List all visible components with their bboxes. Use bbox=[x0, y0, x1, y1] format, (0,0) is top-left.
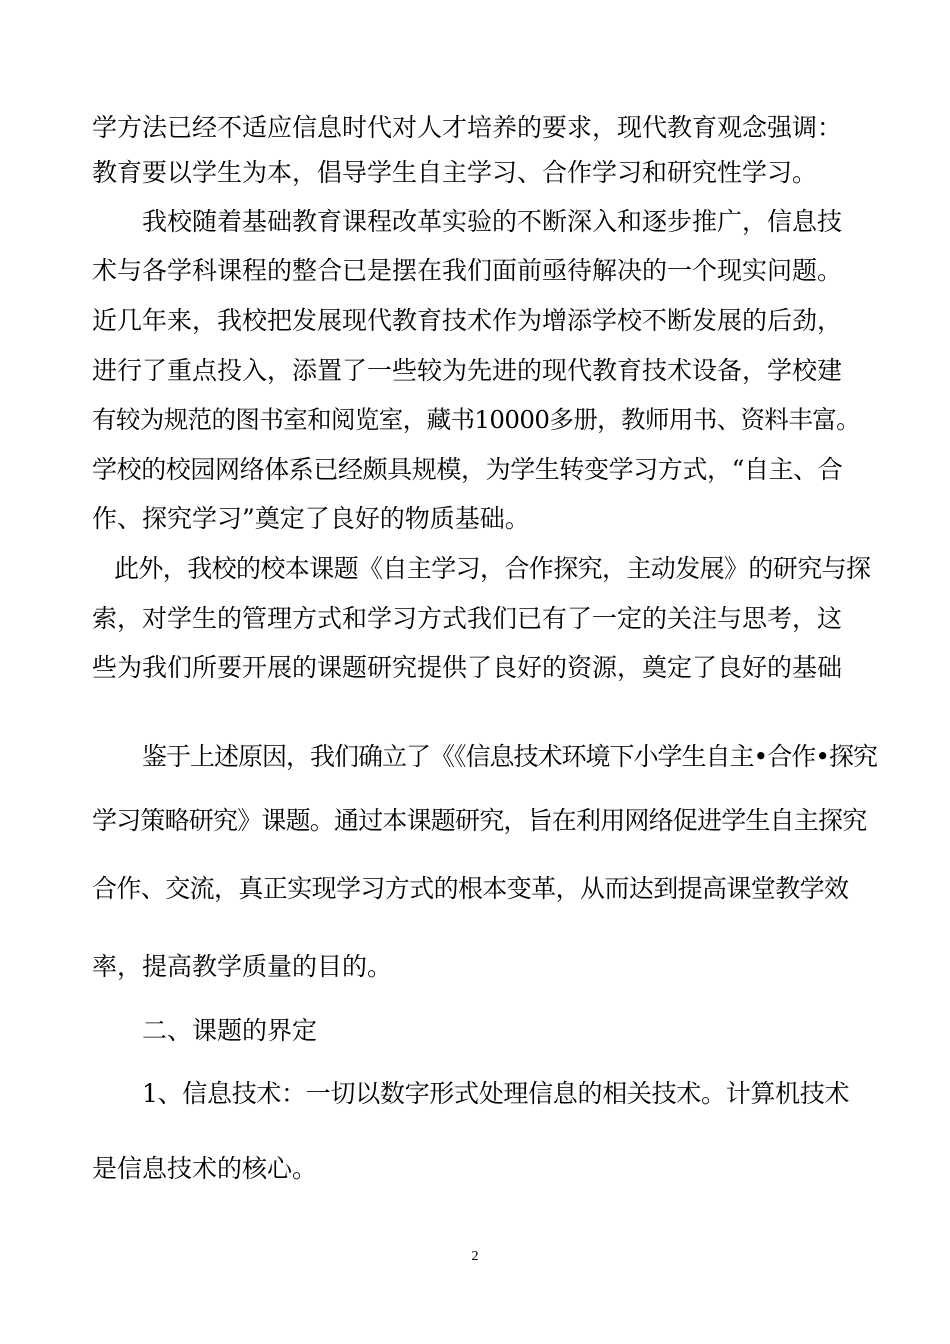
text-line: 教育要以学生为本，倡导学生自主学习、合作学习和研究性学习。 bbox=[92, 158, 818, 187]
text-line: 学方法已经不适应信息时代对人才培养的要求，现代教育观念强调： bbox=[92, 113, 843, 142]
text-line: 1、信息技术：一切以数字形式处理信息的相关技术。计算机技术 bbox=[142, 1079, 850, 1108]
text-line: 近几年来，我校把发展现代教育技术作为增添学校不断发展的后劲， bbox=[92, 306, 843, 335]
text-line: 此外，我校的校本课题《自主学习，合作探究，主动发展》的研究与探 bbox=[114, 554, 871, 583]
text-line: 有较为规范的图书室和阅览室，藏书10000多册，教师用书、资料丰富。 bbox=[92, 405, 861, 434]
text-line: 合作、交流，真正实现学习方式的根本变革，从而达到提高课堂教学效 bbox=[92, 874, 849, 903]
text-line: 鉴于上述原因，我们确立了《《信息技术环境下小学生自主•合作•探究 bbox=[142, 742, 877, 771]
text-line: 进行了重点投入，添置了一些较为先进的现代教育技术设备，学校建 bbox=[92, 356, 843, 385]
text-line: 术与各学科课程的整合已是摆在我们面前亟待解决的一个现实问题。 bbox=[92, 256, 843, 285]
page-number: 2 bbox=[471, 1249, 479, 1264]
text-line: 学校的校园网络体系已经颇具规模，为学生转变学习方式，“自主、合 bbox=[92, 455, 843, 484]
section-heading: 二、课题的界定 bbox=[142, 1016, 318, 1045]
text-line: 索，对学生的管理方式和学习方式我们已有了一定的关注与思考，这 bbox=[92, 604, 843, 633]
text-line: 些为我们所要开展的课题研究提供了良好的资源，奠定了良好的基础 bbox=[92, 653, 843, 682]
text-line: 是信息技术的核心。 bbox=[92, 1154, 318, 1183]
text-line: 率，提高教学质量的目的。 bbox=[92, 952, 393, 981]
text-line: 学习策略研究》课题。通过本课题研究，旨在利用网络促进学生自主探究 bbox=[92, 806, 867, 835]
text-line: 作、探究学习”奠定了良好的物质基础。 bbox=[92, 504, 530, 533]
text-line: 我校随着基础教育课程改革实验的不断深入和逐步推广，信息技 bbox=[142, 207, 843, 236]
